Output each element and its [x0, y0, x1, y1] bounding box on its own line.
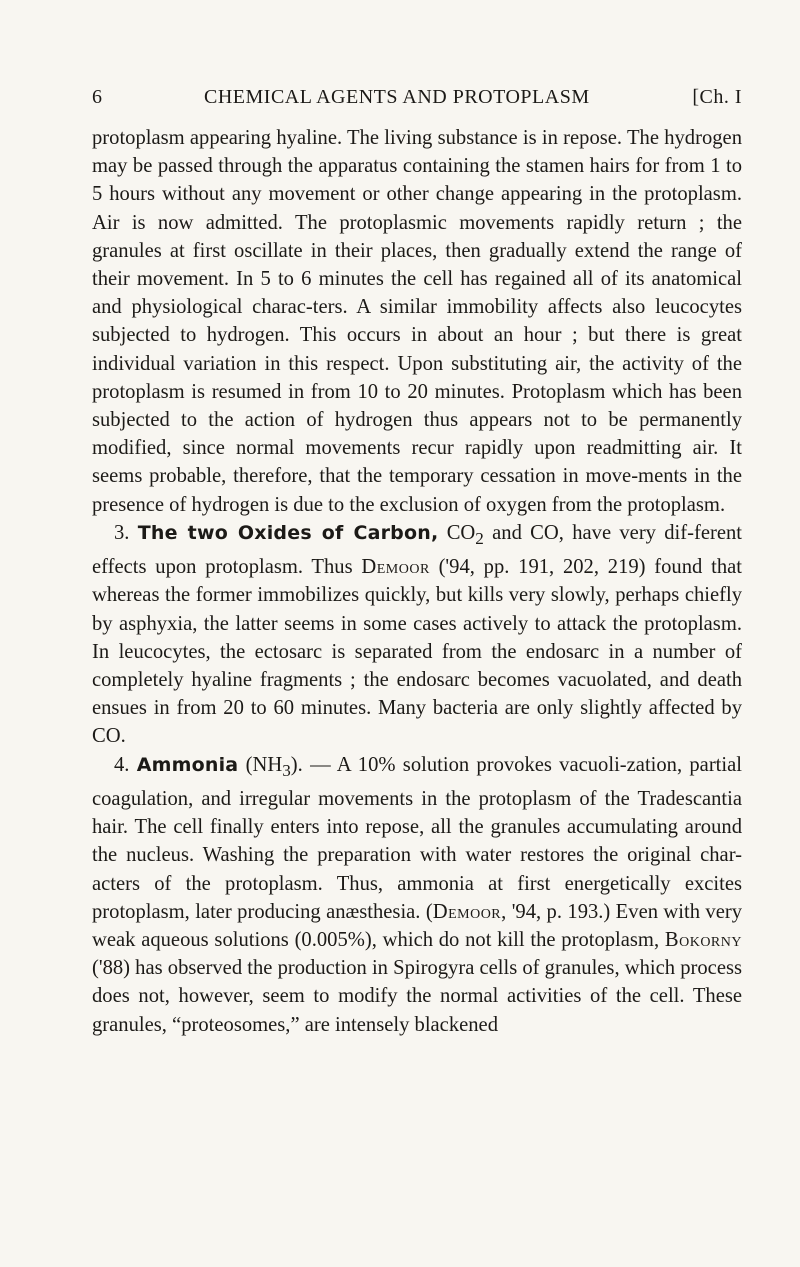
chapter-label: [Ch. I	[692, 86, 742, 108]
author-citation: Demoor	[361, 556, 430, 579]
author-citation: Demoor	[432, 900, 502, 923]
paragraph-ammonia: 4. Ammonia $(NH_3)$. — A 10% solution provokes vacuoli-zation, partial coagulation, and irregular movements in the protoplasm of the Tradescantia hair. The cell finally enters into repose, all the granules accumulating around the nucleus. Washing the preparation with water restores the original char-acters of the protoplasm. Thus, ammonia at first energetically excites protoplasm, later producing anæsthesia. (Demoor, '94, p. 193.) Even with very weak aqueous solutions (0.005%), which do not kill the protoplasm, Bokorny ('88) has observed the production in Spirogyra cells of granules, which process does not, however, seem to modify the normal activities of the cell. These granules, “proteosomes,” are intensely blackened	[92, 753, 742, 1036]
section-number: 4.	[114, 753, 130, 776]
paragraph-hydrogen: protoplasm appearing hyaline. The living substance is in repose. The hydrogen may be passed through the apparatus containing the stamen hairs for from 1 to 5 hours without any movement or other change appearing in the protoplasm. Air is now admitted. The protoplasmic movements rapidly return ; the granules at first oscillate in their places, then gradually extend the range of their movement. In 5 to 6 minutes the cell has regained all of its anatomical and physiological charac-ters. A similar immobility affects also leucocytes subjected to hydrogen. This occurs in about an hour ; but there is great individual variation in this respect. Upon substituting air, the activity of the protoplasm is resumed in from 10 to 20 minutes. Protoplasm which has been subjected to the action of hydrogen thus appears not to be permanently modified, since normal movements recur rapidly upon readmitting air. It seems probable, therefore, that the temporary cessation in move-ments in the presence of hydrogen is due to the exclusion of oxygen from the protoplasm.	[92, 127, 742, 516]
running-head	[92, 86, 742, 114]
formula-nh3: $(NH_3)$.	[245, 753, 303, 780]
section-heading-carbon-oxides: The two Oxides of Carbon,	[137, 521, 439, 544]
section-number: 3.	[114, 521, 130, 544]
author-citation: Bokorny	[664, 928, 742, 951]
formula-co2: $CO_2$	[446, 521, 484, 548]
section-heading-ammonia: Ammonia	[136, 753, 239, 776]
page-number: 6	[92, 86, 103, 108]
running-title: CHEMICAL AGENTS AND PROTOPLASM	[204, 86, 590, 108]
paragraph-carbon-oxides: 3. The two Oxides of Carbon, $CO_2$ and CO, have very dif-ferent effects upon protoplasm. Thus Demoor ('94, pp. 191, 202, 219) found that whereas the former immobilizes quickly, but kills very slowly, perhaps chiefly by asphyxia, the latter seems in some cases actively to attack the protoplasm. In leucocytes, the ectosarc is separated from the endosarc in a number of completely hyaline fragments ; the endosarc becomes vacuolated, and death ensues in from 20 to 60 minutes. Many bacteria are only slightly affected by CO.	[92, 521, 743, 748]
body-text	[92, 124, 742, 1039]
